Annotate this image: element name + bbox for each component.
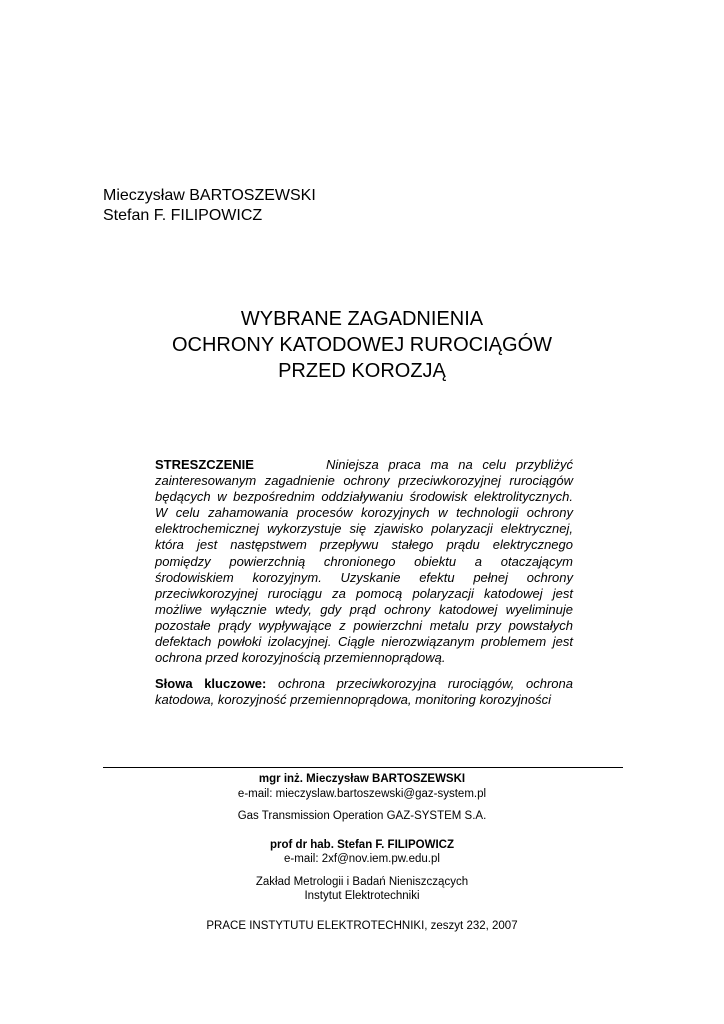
author1-email: e-mail: mieczyslaw.bartoszewski@gaz-system.pl	[237, 787, 487, 800]
footnote-divider	[103, 767, 623, 768]
author-name: Mieczysław BARTOSZEWSKI	[103, 187, 316, 204]
author-list	[103, 186, 316, 225]
keywords-text: ochrona przeciwkorozyjna rurociągów, ochrona katodowa, korozyjność przemiennoprądowa, monitoring korozyjności	[155, 676, 573, 708]
abstract-paragraph	[155, 457, 573, 666]
affiliations	[0, 772, 724, 904]
author1-organization: Gas Transmission Operation GAZ-SYSTEM S.A.	[237, 810, 487, 822]
title-line: OCHRONY KATODOWEJ RUROCIĄGÓW	[171, 334, 553, 356]
series-citation: PRACE INSTYTUTU ELEKTROTECHNIKI, zeszyt 232, 2007	[206, 920, 518, 932]
author2-name: prof dr hab. Stefan F. FILIPOWICZ	[270, 838, 454, 851]
author2-institute: Instytut Elektrotechniki	[304, 890, 420, 902]
keywords	[155, 676, 573, 708]
author1-name: mgr inż. Mieczysław BARTOSZEWSKI	[258, 773, 466, 785]
paper-title	[0, 306, 724, 384]
title-line: WYBRANE ZAGADNIENIA	[240, 308, 484, 330]
author2-email: e-mail: 2xf@nov.iem.pw.edu.pl	[284, 853, 440, 865]
abstract-label: STRESZCZENIE	[155, 457, 254, 472]
abstract	[155, 457, 573, 666]
author2-organization: Zakład Metrologii i Badań Nieniszczących	[255, 875, 469, 888]
author-name: Stefan F. FILIPOWICZ	[103, 206, 263, 224]
keywords-paragraph	[155, 676, 573, 708]
keywords-label: Słowa kluczowe:	[155, 676, 267, 691]
abstract-text: Niniejsza praca ma na celu przybliżyć zainteresowanym zagadnienie ochrony przeciwkorozyjnej rurociągów będących w bezpośrednim oddziaływaniu środowisk elektrolitycznych. W celu zahamowania procesów korozyjnych w technologii ochrony elektrochemicznej wykorzystuje się zjawisko polaryzacji elektrycznej, która jest następstwem przepływu stałego prądu elektrycznego pomiędzy powierzchnią chronionego obiektu a otaczającym środowiskiem korozyjnym. Uzyskanie efektu pełnej ochrony przeciwkorozyjnej rurociągu za pomocą polaryzacji katodowej jest możliwe wyłącznie wtedy, gdy prąd ochrony katodowej wyeliminuje pozostałe prądy wypływające z powierzchni metalu przy powstałych defektach powłoki izolacyjnej. Ciągle nierozwiązanym problemem jest ochrona przed korozyjnością przemiennoprądową.	[155, 457, 573, 666]
title-line: PRZED KOROZJĄ	[278, 360, 446, 382]
